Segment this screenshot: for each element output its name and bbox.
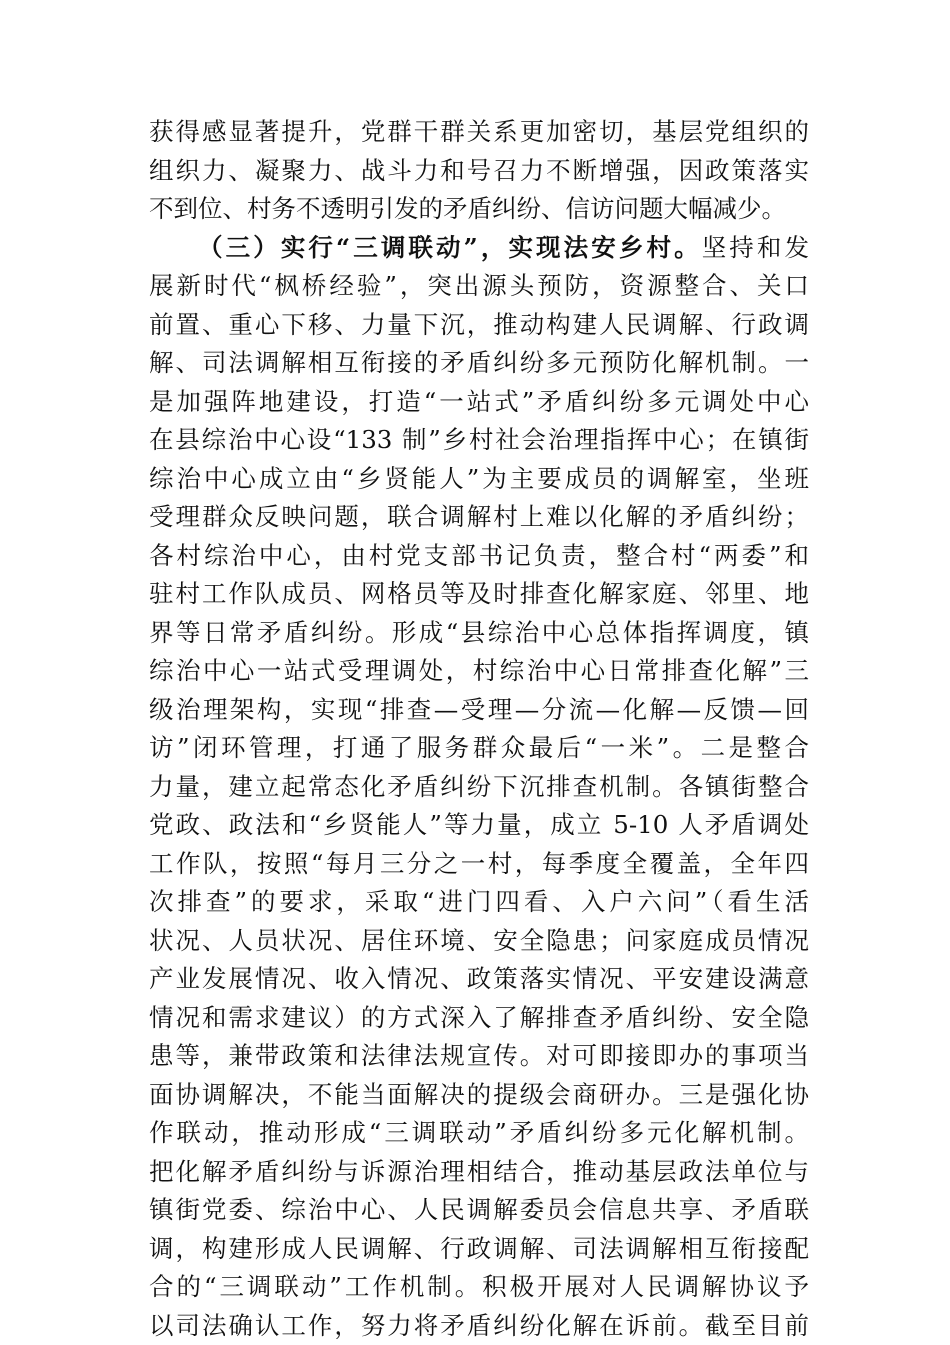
paragraph-line: [149, 113, 809, 152]
line-text: 合的“三调联动”工作机制。积极开展对人民调解协议予: [149, 1272, 809, 1301]
line-text: 作联动，推动形成“三调联动”矛盾纠纷多元化解机制。: [149, 1118, 809, 1147]
line-text: 驻村工作队成员、网格员等及时排查化解家庭、邻里、地: [149, 579, 809, 608]
paragraph-line: [149, 190, 809, 229]
paragraph-line: [149, 768, 809, 807]
line-text: 综治中心一站式受理调处，村综治中心日常排查化解”三: [149, 656, 809, 685]
line-text: 以司法确认工作，努力将矛盾纠纷化解在诉前。截至目前: [149, 1311, 809, 1340]
paragraph-line: [149, 1307, 809, 1345]
paragraph-line: [149, 306, 809, 345]
paragraph-line: [149, 152, 809, 191]
paragraph-line: [149, 845, 809, 884]
paragraph-line: [149, 806, 809, 845]
paragraph-line: [149, 1114, 809, 1153]
paragraph-line: [149, 999, 809, 1038]
paragraph-line: [149, 344, 809, 383]
line-text: 把化解矛盾纠纷与诉源治理相结合，推动基层政法单位与: [149, 1157, 809, 1186]
line-text: 工作队，按照“每月三分之一村，每季度全覆盖，全年四: [149, 849, 809, 878]
section-heading-line: [149, 229, 809, 268]
paragraph-line: [149, 537, 809, 576]
line-text: 坚持和发: [702, 233, 809, 262]
line-text: 前置、重心下移、力量下沉，推动构建人民调解、行政调: [149, 310, 809, 339]
body-text: [149, 113, 809, 1345]
section-heading: （三）实行“三调联动”，实现法安乡村。: [198, 233, 702, 262]
paragraph-line: [149, 1191, 809, 1230]
line-text: 解、司法调解相互衔接的矛盾纠纷多元预防化解机制。一: [149, 348, 809, 377]
paragraph-line: [149, 652, 809, 691]
paragraph-line: [149, 1268, 809, 1307]
paragraph-line: [149, 1153, 809, 1192]
line-text: 患等，兼带政策和法律法规宣传。对可即接即办的事项当: [149, 1041, 809, 1070]
line-text: 情况和需求建议）的方式深入了解排查矛盾纠纷、安全隐: [149, 1003, 809, 1032]
line-text: 访”闭环管理，打通了服务群众最后“一米”。二是整合: [149, 733, 809, 762]
paragraph-line: [149, 960, 809, 999]
paragraph-line: [149, 691, 809, 730]
paragraph-line: [149, 729, 809, 768]
line-text: 调，构建形成人民调解、行政调解、司法调解相互衔接配: [149, 1234, 809, 1263]
line-text: 状况、人员状况、居住环境、安全隐患；问家庭成员情况: [149, 926, 809, 955]
line-text: 受理群众反映问题，联合调解村上难以化解的矛盾纠纷；: [149, 502, 809, 531]
line-text: 不到位、村务不透明引发的矛盾纠纷、信访问题大幅减少。: [149, 194, 786, 223]
line-text: 次排查”的要求，采取“进门四看、入户六问”（看生活: [149, 887, 809, 916]
paragraph-line: [149, 575, 809, 614]
line-text: 展新时代“枫桥经验”，突出源头预防，资源整合、关口: [149, 271, 809, 300]
paragraph-line: [149, 383, 809, 422]
line-text: 级治理架构，实现“排查—受理—分流—化解—反馈—回: [149, 695, 809, 724]
line-text: 是加强阵地建设，打造“一站式”矛盾纠纷多元调处中心: [149, 387, 809, 416]
line-text: 党政、政法和“乡贤能人”等力量，成立 5-10 人矛盾调处: [149, 810, 809, 839]
paragraph-line: [149, 883, 809, 922]
paragraph-line: [149, 460, 809, 499]
line-text: 获得感显著提升，党群干群关系更加密切，基层党组织的: [149, 117, 809, 146]
paragraph-line: [149, 922, 809, 961]
line-text: 各村综治中心，由村党支部书记负责，整合村“两委”和: [149, 541, 809, 570]
paragraph-line: [149, 1076, 809, 1115]
line-text: 力量，建立起常态化矛盾纠纷下沉排查机制。各镇街整合: [149, 772, 809, 801]
paragraph-line: [149, 421, 809, 460]
line-text: 在县综治中心设“133 制”乡村社会治理指挥中心；在镇街: [149, 425, 809, 454]
line-text: 组织力、凝聚力、战斗力和号召力不断增强，因政策落实: [149, 156, 809, 185]
line-text: 镇街党委、综治中心、人民调解委员会信息共享、矛盾联: [149, 1195, 809, 1224]
line-text: 综治中心成立由“乡贤能人”为主要成员的调解室，坐班: [149, 464, 809, 493]
line-text: 产业发展情况、收入情况、政策落实情况、平安建设满意: [149, 964, 809, 993]
paragraph-line: [149, 1037, 809, 1076]
paragraph-line: [149, 267, 809, 306]
paragraph-line: [149, 1230, 809, 1269]
line-text: 面协调解决，不能当面解决的提级会商研办。三是强化协: [149, 1080, 809, 1109]
paragraph-line: [149, 498, 809, 537]
paragraph-line: [149, 614, 809, 653]
line-text: 界等日常矛盾纠纷。形成“县综治中心总体指挥调度，镇: [149, 618, 809, 647]
